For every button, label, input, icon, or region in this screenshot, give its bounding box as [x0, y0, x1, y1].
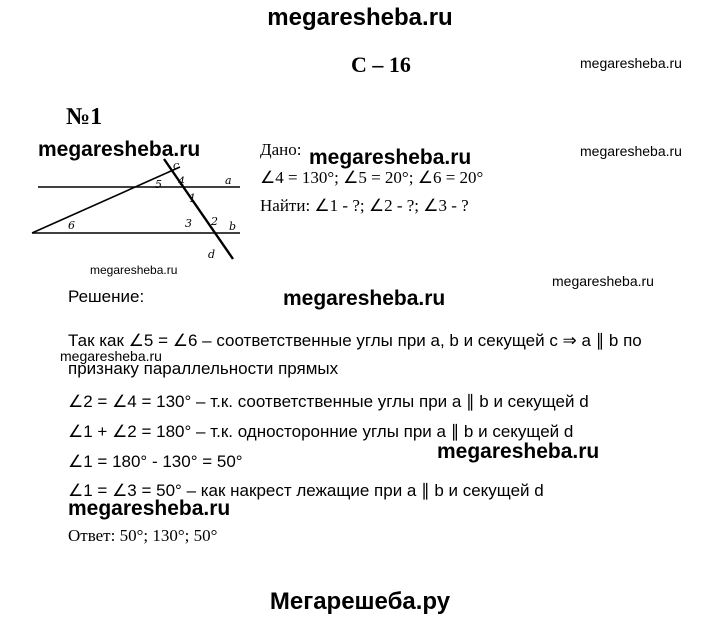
footer-brand: Мегарешеба.ру: [269, 588, 451, 615]
watermark-near-solution: megaresheba.ru: [283, 287, 446, 310]
label-a: a: [225, 174, 232, 187]
solution-line-5: ∠1 = ∠3 = 50° – как накрест лежащие при a ∥ b и секущей d: [68, 481, 544, 500]
label-4: 4: [178, 175, 185, 188]
label-d: d: [208, 248, 216, 261]
label-5: 5: [155, 178, 162, 191]
label-c: c: [173, 159, 180, 172]
solution-line-4: ∠1 = 180° - 130° = 50°: [68, 452, 243, 471]
watermark-under-figure: megaresheba.ru: [90, 263, 178, 277]
watermark-over-given: megaresheba.ru: [309, 146, 472, 169]
answer-line: Ответ: 50°; 130°; 50°: [68, 526, 218, 545]
label-b: b: [229, 220, 237, 233]
line-c: [32, 167, 180, 233]
line-d: [164, 159, 233, 259]
solution-line-1: Так как ∠5 = ∠6 – соответственные углы при a, b и секущей c ⇒ a ∥ b по: [68, 331, 642, 350]
geometry-figure: [28, 155, 248, 265]
label-2: 2: [211, 215, 218, 228]
watermark-left-margin: megaresheba.ru: [60, 348, 162, 364]
site-header-watermark: megaresheba.ru: [267, 4, 453, 31]
watermark-mid-right: megaresheba.ru: [580, 143, 682, 159]
watermark-right-of-figure: megaresheba.ru: [552, 273, 654, 289]
solution-label: Решение:: [68, 287, 145, 306]
label-3: 3: [185, 217, 192, 230]
label-1: 1: [189, 192, 196, 205]
section-title: C – 16: [351, 52, 411, 77]
problem-number: №1: [66, 104, 103, 130]
watermark-near-number: megaresheba.ru: [38, 138, 201, 161]
watermark-middle: megaresheba.ru: [437, 440, 600, 463]
solution-line-3: ∠1 + ∠2 = 180° – т.к. односторонние углы при a ∥ b и секущей d: [68, 422, 574, 441]
watermark-top-right: megaresheba.ru: [580, 55, 682, 71]
watermark-near-answer: megaresheba.ru: [68, 497, 231, 520]
given-label: Дано:: [260, 140, 302, 159]
find-line: Найти: ∠1 - ?; ∠2 - ?; ∠3 - ?: [260, 196, 469, 215]
given-values: ∠4 = 130°; ∠5 = 20°; ∠6 = 20°: [260, 168, 484, 187]
label-6: 6: [68, 219, 75, 232]
solution-line-2: ∠2 = ∠4 = 130° – т.к. соответственные углы при a ∥ b и секущей d: [68, 392, 589, 411]
solution-line-1-cont: признаку параллельности прямых: [68, 359, 339, 378]
